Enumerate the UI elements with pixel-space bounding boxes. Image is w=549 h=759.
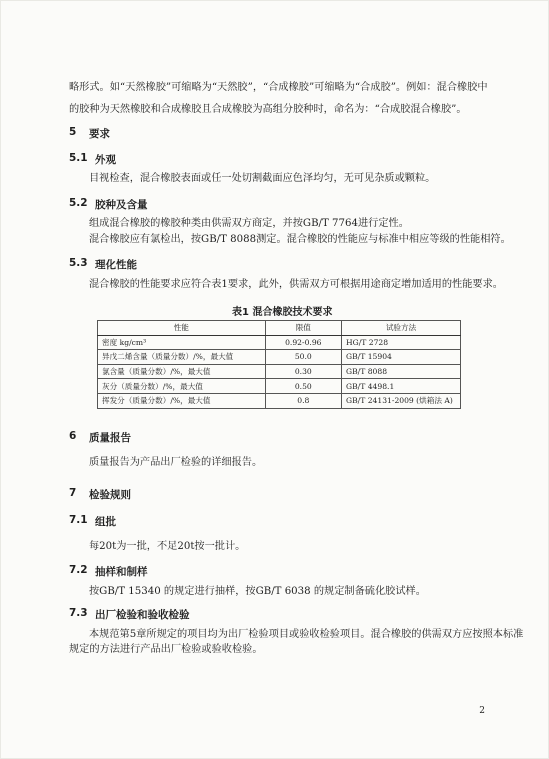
section-7-2-number: 7.2: [69, 564, 88, 576]
table-row: [98, 335, 461, 350]
section-7-3-line-1: 本规范第5章所规定的项目均为出厂检验项目或验收检验项目。混合橡胶的供需双方应按照本标准: [89, 629, 524, 640]
section-7-1-title: 组批: [95, 516, 116, 528]
section-7-2-title: 抽样和制样: [95, 566, 148, 578]
section-6-text: 质量报告为产品出厂检验的详细报告。: [89, 457, 263, 468]
table-row: [98, 364, 461, 379]
table-cell: 0.50: [265, 379, 341, 394]
table-cell: 0.92-0.96: [265, 335, 341, 350]
section-7-2-text: 按GB/T 15340 的规定进行抽样，按GB/T 6038 的规定制备硫化胶试样。: [89, 586, 426, 597]
section-7-3-number: 7.3: [69, 607, 88, 619]
section-5-3-title: 理化性能: [95, 259, 137, 271]
table-cell: 密度 kg/cm³: [98, 335, 266, 350]
table-row: [98, 393, 461, 408]
section-7-number: 7: [69, 487, 77, 499]
table-row: [98, 379, 461, 394]
page-number: 2: [479, 706, 485, 716]
section-7-1-number: 7.1: [69, 514, 88, 526]
table-header-row: [98, 321, 461, 336]
section-5-1-text: 目视检查，混合橡胶表面或任一处切割截面应色泽均匀，无可见杂质或颗粒。: [89, 173, 436, 184]
section-5-2-number: 5.2: [69, 197, 88, 209]
table-cell: 异戊二烯含量（质量分数）/%，最大值: [98, 350, 266, 365]
section-5-3-number: 5.3: [69, 257, 88, 269]
table-header-cell: 性能: [98, 321, 266, 336]
table-cell: 灰分（质量分数）/%，最大值: [98, 379, 266, 394]
section-5-1-number: 5.1: [69, 152, 88, 164]
table-cell: 50.0: [265, 350, 341, 365]
table-cell: 挥发分（质量分数）/%，最大值: [98, 393, 266, 408]
section-5-2-line-2: 混合橡胶应有氯检出，按GB/T 8088测定。混合橡胶的性能应与标准中相应等级的性能相符。: [89, 234, 511, 245]
table-caption: 表1 混合橡胶技术要求: [232, 307, 333, 318]
section-6-title: 质量报告: [89, 432, 131, 444]
section-5-2-title: 胶种及含量: [95, 199, 148, 211]
table-cell: GB/T 24131-2009 (烘箱法 A): [342, 393, 461, 408]
section-5-title: 要求: [89, 128, 110, 140]
section-7-title: 检验规则: [89, 489, 131, 501]
section-5-2-line-1: 组成混合橡胶的橡胶种类由供需双方商定，并按GB/T 7764进行定性。: [89, 218, 409, 229]
table-cell: GB/T 8088: [342, 364, 461, 379]
table-cell: 氯含量（质量分数）/%，最大值: [98, 364, 266, 379]
table-cell: GB/T 4498.1: [342, 379, 461, 394]
table-header-cell: 试验方法: [342, 321, 461, 336]
section-5-number: 5: [69, 126, 77, 138]
table-cell: GB/T 15904: [342, 350, 461, 365]
section-7-1-text: 每20t为一批，不足20t按一批计。: [89, 541, 246, 552]
intro-line-2: 的胶种为天然橡胶和合成橡胶且合成橡胶为高组分胶种时，命名为：“合成胶混合橡胶”。: [69, 104, 467, 115]
section-5-3-text: 混合橡胶的性能要求应符合表1要求，此外，供需双方可根据用途商定增加适用的性能要求。: [89, 279, 503, 290]
table-cell: HG/T 2728: [342, 335, 461, 350]
table-header-cell: 限值: [265, 321, 341, 336]
table-cell: 0.8: [265, 393, 341, 408]
spec-table: [97, 320, 461, 409]
table-cell: 0.30: [265, 364, 341, 379]
section-6-number: 6: [69, 430, 77, 442]
section-5-1-title: 外观: [95, 154, 116, 166]
section-7-3-line-2: 规定的方法进行产品出厂检验或验收检验。: [69, 644, 263, 655]
section-7-3-title: 出厂检验和验收检验: [95, 609, 190, 621]
intro-line-1: 略形式。如“天然橡胶”可缩略为“天然胶”，“合成橡胶”可缩略为“合成胶”。例如：混合橡胶中: [69, 82, 488, 93]
table-row: [98, 350, 461, 365]
